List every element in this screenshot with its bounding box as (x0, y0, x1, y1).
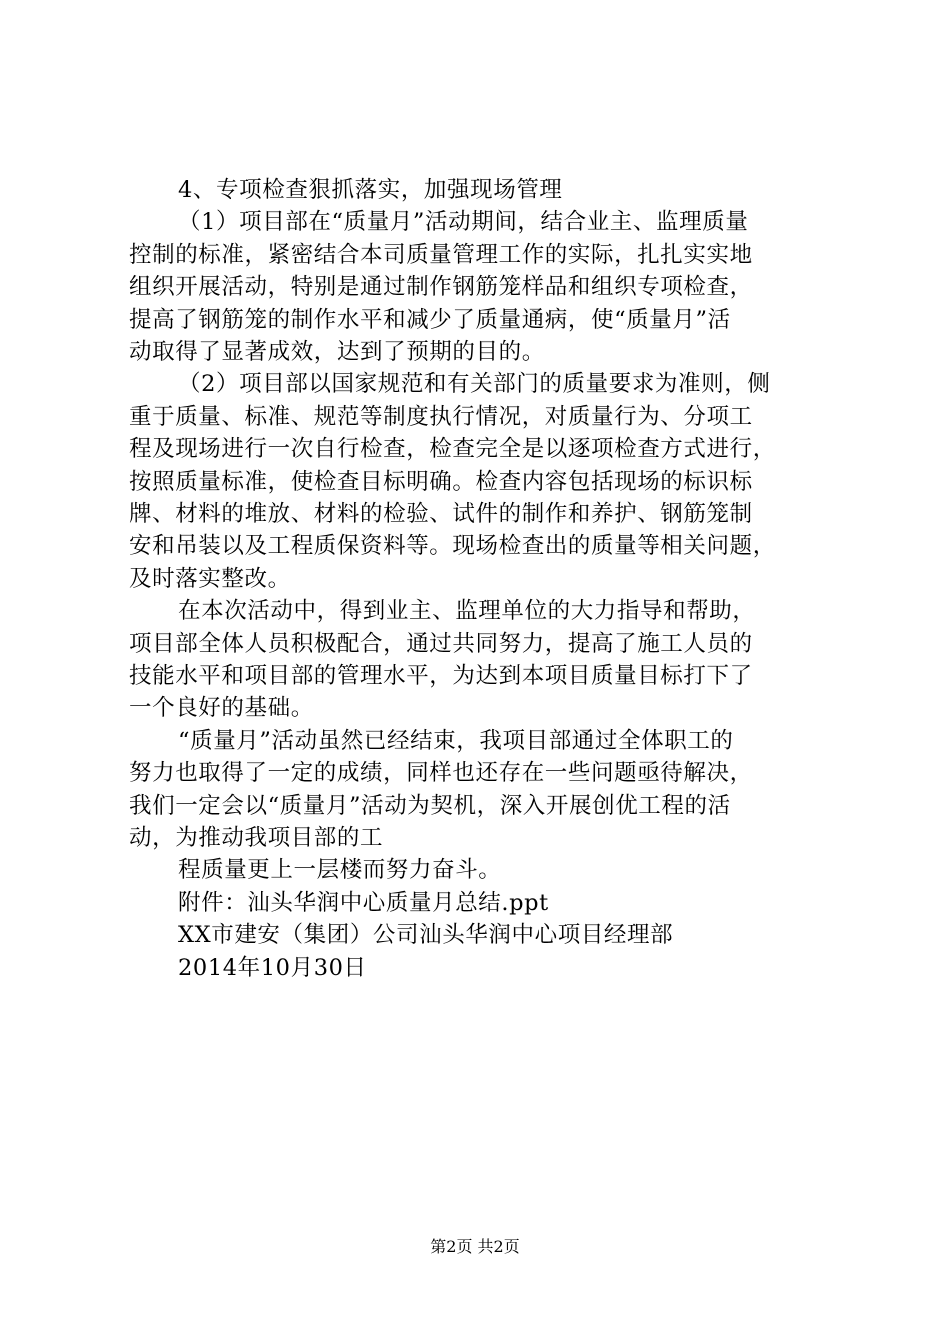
text-line: 技能水平和项目部的管理水平，为达到本项目质量目标打下了 (129, 663, 753, 689)
text-line: 重于质量、标准、规范等制度执行情况，对质量行为、分项工 (129, 403, 753, 430)
text-line: 程及现场进行一次自行检查，检查完全是以逐项检查方式进行， (129, 436, 776, 463)
text-line: 2014年10月30日 (178, 954, 367, 981)
text-line: 提高了钢筋笼的制作水平和减少了质量通病，使“质量月”活 (129, 306, 731, 333)
text-line: “质量月”活动虽然已经结束，我项目部通过全体职工的 (178, 727, 734, 754)
text-line: XX市建安（集团）公司汕头华润中心项目经理部 (178, 922, 674, 949)
text-line: 组织开展活动，特别是通过制作钢筋笼样品和组织专项检查， (129, 274, 753, 301)
text-line: 安和吊装以及工程质保资料等。现场检查出的质量等相关问题， (129, 533, 776, 560)
text-line: 动，为推动我项目部的工 (129, 825, 384, 851)
text-line: 控制的标准，紧密结合本司质量管理工作的实际，扎扎实实地 (129, 241, 753, 268)
text-line: 4、专项检查狠抓落实，加强现场管理 (178, 177, 563, 203)
text-line: 程质量更上一层楼而努力奋斗。 (178, 857, 502, 884)
text-line: 项目部全体人员积极配合，通过共同努力，提高了施工人员的 (129, 630, 753, 657)
text-line: 动取得了显著成效，达到了预期的目的。 (129, 339, 545, 365)
text-line: （2）项目部以国家规范和有关部门的质量要求为准则，侧 (178, 371, 771, 398)
text-line: 我们一定会以“质量月”活动为契机，深入开展创优工程的活 (129, 792, 731, 819)
text-line: 一个良好的基础。 (129, 695, 314, 722)
text-line: 附件：汕头华润中心质量月总结.ppt (178, 889, 549, 916)
text-line: 在本次活动中，得到业主、监理单位的大力指导和帮助， (178, 598, 756, 625)
text-line: 牌、材料的堆放、材料的检验、试件的制作和养护、钢筋笼制 (129, 501, 753, 527)
text-line: 按照质量标准，使检查目标明确。检查内容包括现场的标识标 (129, 468, 753, 495)
text-line: （1）项目部在“质量月”活动期间，结合业主、监理质量 (178, 209, 749, 236)
text-line: 努力也取得了一定的成绩，同样也还存在一些问题亟待解决， (129, 760, 753, 787)
page-footer: 第2页 共2页 (430, 1237, 520, 1256)
text-line: 及时落实整改。 (129, 565, 291, 592)
